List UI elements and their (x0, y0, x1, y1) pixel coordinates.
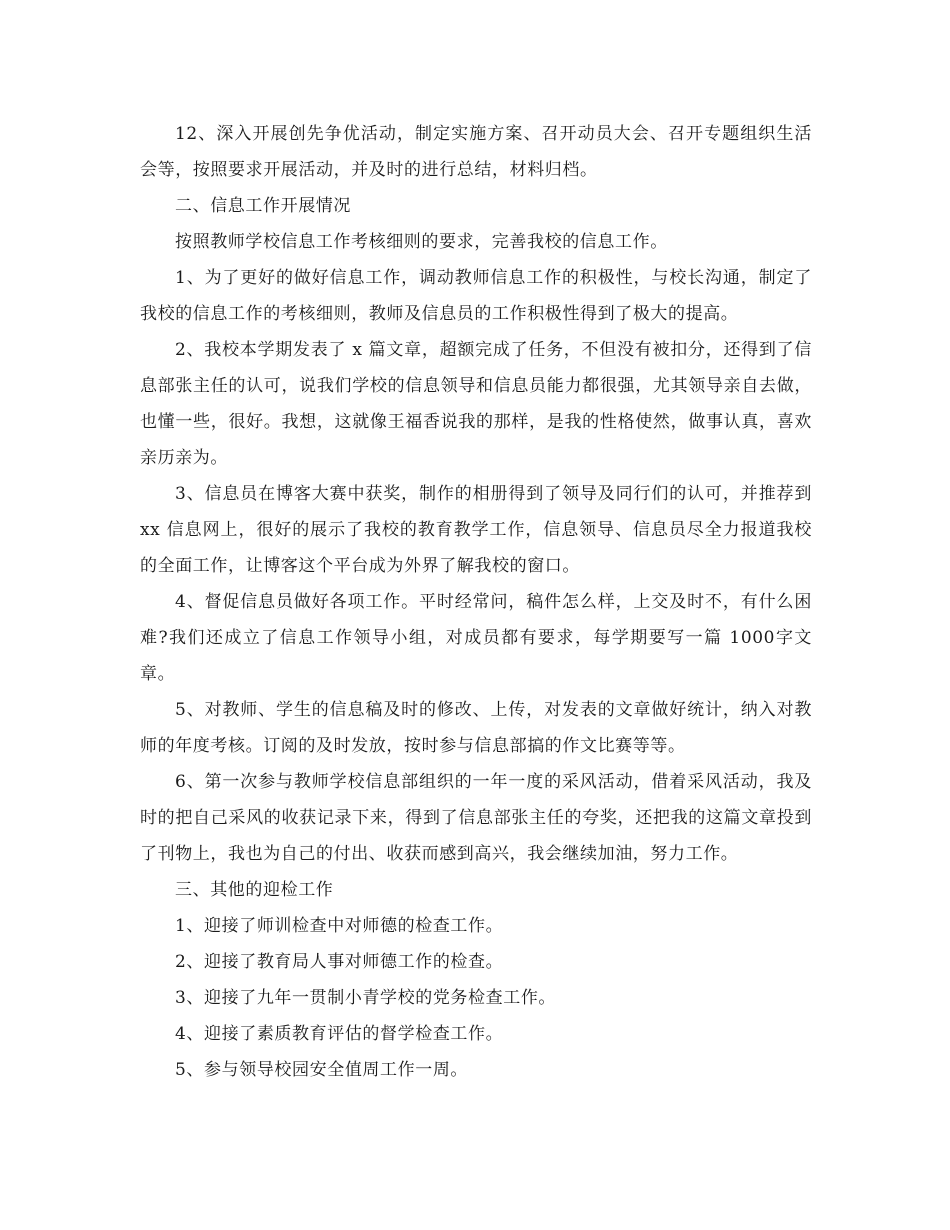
section-heading-inspection: 三、其他的迎检工作 (175, 880, 334, 900)
document-page (140, 116, 812, 1088)
list-item-inspection-4: 4、迎接了素质教育评估的督学检查工作。 (175, 1024, 504, 1044)
section-heading-info-work: 二、信息工作开展情况 (175, 196, 351, 216)
list-item-inspection-2: 2、迎接了教育局人事对师德工作的检查。 (175, 952, 504, 972)
paragraph-info-5: 5、对教师、学生的信息稿及时的修改、上传，对发表的文章做好统计，纳入对教师的年度考核。订阅的及时发放，按时参与信息部搞的作文比赛等等。 (140, 700, 812, 756)
list-item-inspection-3: 3、迎接了九年一贯制小青学校的党务检查工作。 (175, 988, 557, 1008)
paragraph-info-2: 2、我校本学期发表了 x 篇文章，超额完成了任务，不但没有被扣分，还得到了信息部张主任的认可，说我们学校的信息领导和信息员能力都很强，尤其领导亲自去做，也懂一些，很好。我想，这就像王福香说我的那样，是我的性格使然，做事认真，喜欢亲历亲为。 (140, 340, 812, 468)
list-item-inspection-1: 1、迎接了师训检查中对师德的检查工作。 (175, 916, 504, 936)
paragraph-info-intro: 按照教师学校信息工作考核细则的要求，完善我校的信息工作。 (175, 232, 668, 252)
paragraph-info-3: 3、信息员在博客大赛中获奖，制作的相册得到了领导及同行们的认可，并推荐到 xx 信息网上，很好的展示了我校的教育教学工作，信息领导、信息员尽全力报道我校的全面工作，让博客这个平台成为外界了解我校的窗口。 (140, 484, 812, 576)
paragraph-info-4: 4、督促信息员做好各项工作。平时经常问，稿件怎么样，上交及时不，有什么困难?我们还成立了信息工作领导小组，对成员都有要求，每学期要写一篇 1000字文章。 (140, 592, 812, 684)
paragraph-item-12: 12、深入开展创先争优活动，制定实施方案、召开动员大会、召开专题组织生活会等，按照要求开展活动，并及时的进行总结，材料归档。 (140, 124, 812, 180)
list-item-inspection-5: 5、参与领导校园安全值周工作一周。 (175, 1060, 469, 1080)
paragraph-info-6: 6、第一次参与教师学校信息部组织的一年一度的采风活动，借着采风活动，我及时的把自己采风的收获记录下来，得到了信息部张主任的夸奖，还把我的这篇文章投到了刊物上，我也为自己的付出、收获而感到高兴，我会继续加油，努力工作。 (140, 772, 812, 864)
paragraph-info-1: 1、为了更好的做好信息工作，调动教师信息工作的积极性，与校长沟通，制定了我校的信息工作的考核细则，教师及信息员的工作积极性得到了极大的提高。 (140, 268, 812, 324)
